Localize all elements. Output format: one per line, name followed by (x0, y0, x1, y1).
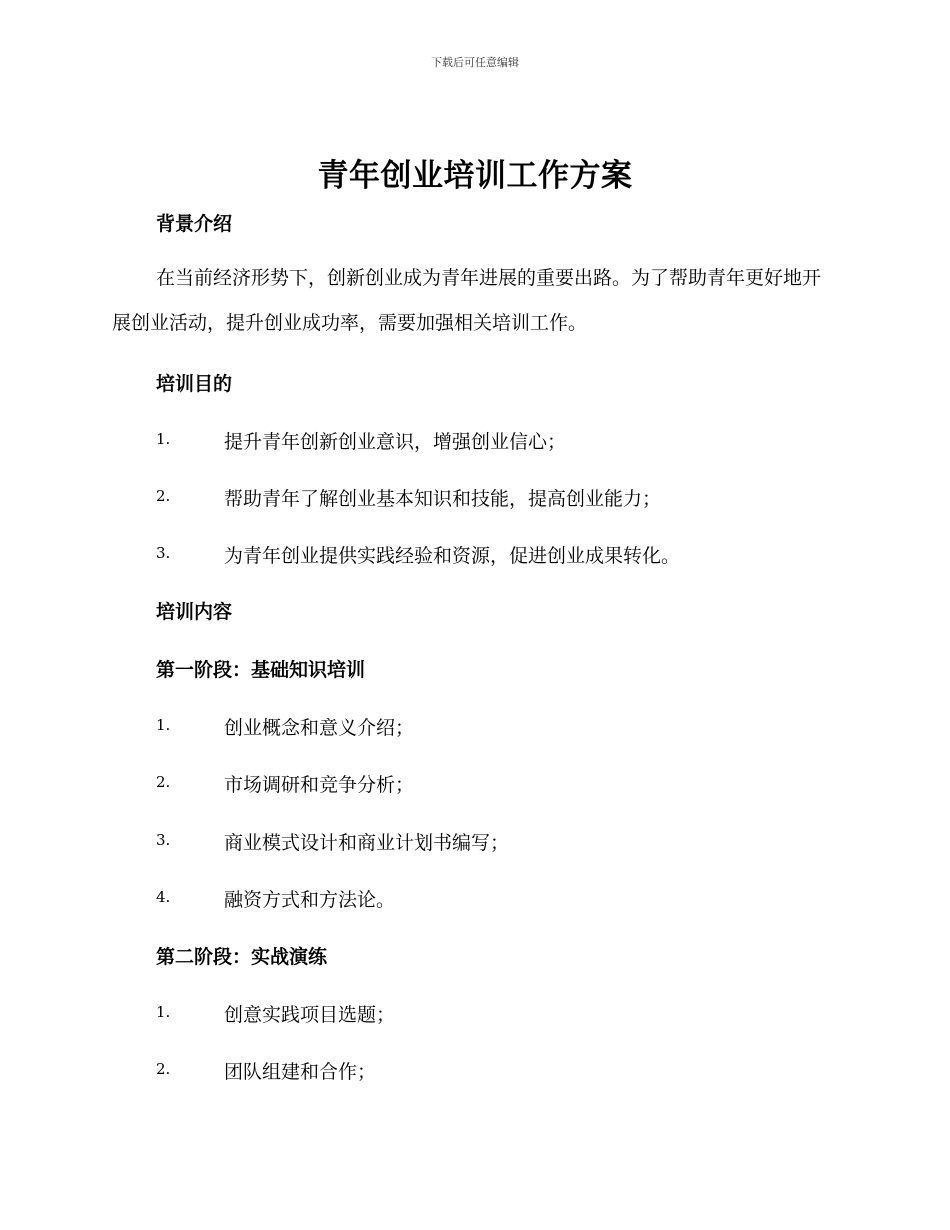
section-heading-background: 背景介绍 (156, 213, 233, 235)
list-text: 创意实践项目选题； (224, 1004, 396, 1026)
list-text: 融资方式和方法论。 (224, 889, 396, 911)
section-heading-content: 培训内容 (156, 601, 233, 623)
list-number: 3. (156, 831, 171, 849)
list-text: 帮助青年了解创业基本知识和技能，提高创业能力； (224, 488, 662, 510)
list-number: 2. (156, 1060, 171, 1078)
list-text: 市场调研和竞争分析； (224, 774, 415, 796)
list-number: 3. (156, 544, 171, 562)
header-note: 下载后可任意编辑 (431, 56, 519, 69)
stage2-heading: 第二阶段：实战演练 (156, 946, 328, 968)
list-number: 2. (156, 487, 171, 505)
list-text: 为青年创业提供实践经验和资源，促进创业成果转化。 (224, 545, 681, 567)
list-number: 2. (156, 773, 171, 791)
list-number: 1. (156, 716, 171, 734)
background-paragraph: 在当前经济形势下，创新创业成为青年进展的重要出路。为了帮助青年更好地开展创业活动，提升创业成功率，需要加强相关培训工作。 (112, 267, 822, 334)
section-heading-goals: 培训目的 (156, 373, 233, 395)
list-number: 1. (156, 1003, 171, 1021)
list-text: 商业模式设计和商业计划书编写； (224, 832, 510, 854)
list-text: 团队组建和合作； (224, 1061, 377, 1083)
stage1-heading: 第一阶段：基础知识培训 (156, 659, 366, 681)
list-text: 创业概念和意义介绍； (224, 717, 415, 739)
list-number: 4. (156, 888, 171, 906)
list-text: 提升青年创新创业意识，增强创业信心； (224, 431, 567, 453)
list-number: 1. (156, 430, 171, 448)
document-title: 青年创业培训工作方案 (317, 158, 633, 194)
